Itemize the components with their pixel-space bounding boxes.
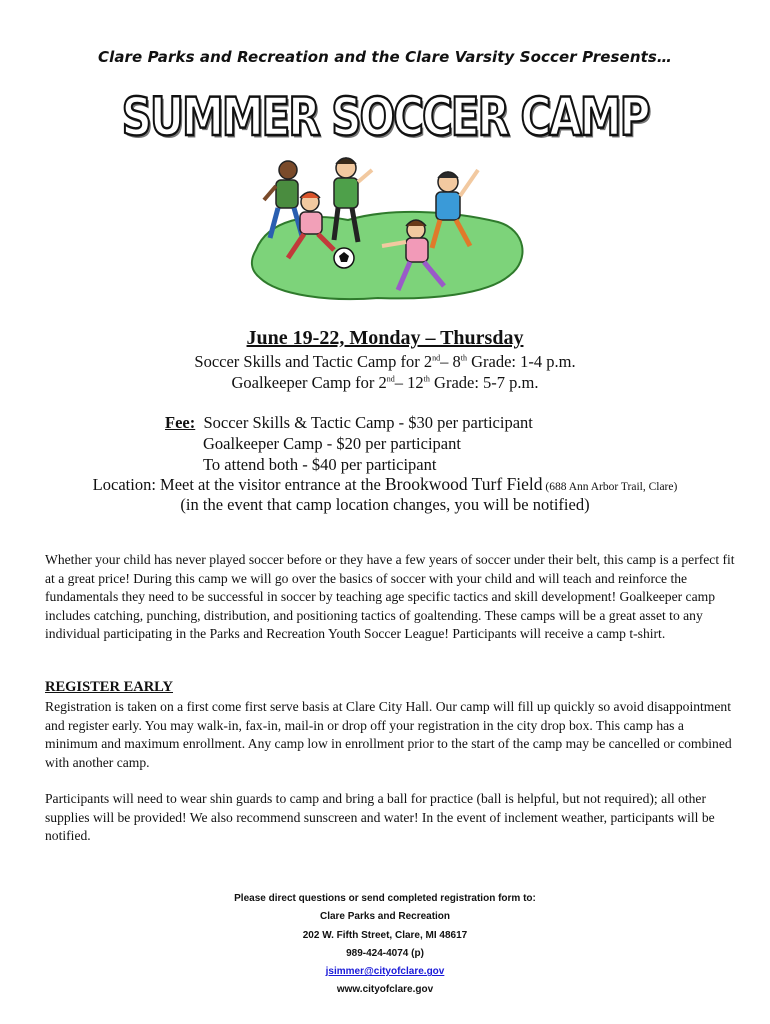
camp-dates: June 19-22, Monday – Thursday (246, 327, 524, 349)
fee-both: To attend both - $40 per participant (203, 455, 437, 474)
contact-intro: Please direct questions or send completed registration form to: (234, 893, 536, 904)
presents-line: Clare Parks and Recreation and the Clare Varsity Soccer Presents… (97, 48, 673, 66)
fee-block (165, 412, 533, 475)
contact-address: 202 W. Fifth Street, Clare, MI 48617 (302, 929, 468, 941)
location-note: (in the event that camp location changes, you will be notified) (180, 495, 590, 514)
skills-camp-line: Soccer Skills and Tactic Camp for 2nd– 8th Grade: 1-4 p.m. (194, 352, 576, 371)
register-paragraph: Registration is taken on a first come first serve basis at Clare City Hall. Our camp will fill up quickly so avoid disappointment and register early. You may walk-in, fax-in, mail-in or drop off your registration in the city drop box. This camp has a minimum and maximum enrollment. Any camp low in enrollment prior to the start of the camp may be cancelled or combined with another camp. (45, 699, 732, 770)
fee-goalkeeper: Goalkeeper Camp - $20 per participant (203, 434, 461, 453)
contact-email-link[interactable]: jsimmer@cityofclare.gov (325, 966, 445, 978)
soccer-ball-icon (334, 248, 354, 268)
location-line: Location: Meet at the visitor entrance at the Brookwood Turf Field (688 Ann Arbor Trail, Clare) (92, 474, 678, 494)
fee-skills: Soccer Skills & Tactic Camp - $30 per participant (203, 413, 533, 432)
contact-phone: 989-424-4074 (p) (346, 947, 424, 959)
contact-website: www.cityofclare.gov (336, 984, 434, 996)
supplies-paragraph: Participants will need to wear shin guards to camp and bring a ball for practice (ball is helpful, but not required); all other supplies will be provided! We also recommend sunscreen and water! In the event of inclement weather, participants will be notified. (45, 791, 715, 844)
fee-label: Fee: (165, 413, 196, 432)
register-heading: REGISTER EARLY (45, 679, 173, 695)
intro-paragraph: Whether your child has never played soccer before or they have a few years of soccer under their belt, this camp is a perfect fit at a great price! During this camp we will go over the basics of soccer with your child and will teach and reinforce the fundamentals they need to be successful in soccer by teaching age specific tactics and skill development! Goalkeeper camp includes catching, punching, distribution, and positioning tactics of goaltending. These camps will be a great asset to any individual participating in the Parks and Recreation Youth Soccer League! Participants will receive a camp t-shirt. (45, 552, 735, 642)
camp-title: SUMMER SOCCER CAMP (121, 86, 649, 148)
contact-org: Clare Parks and Recreation (319, 911, 451, 923)
soccer-kids-illustration (248, 150, 528, 310)
goalkeeper-camp-line: Goalkeeper Camp for 2nd– 12th Grade: 5-7 p.m. (231, 373, 539, 392)
contact-block (0, 890, 770, 1000)
